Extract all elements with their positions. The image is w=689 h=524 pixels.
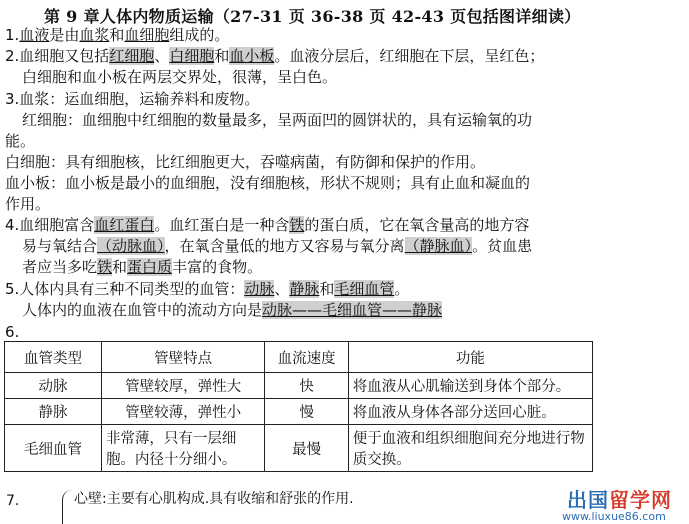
- paragraph-1: 1.血液是由血浆和血细胞组成的。: [5, 26, 230, 44]
- table-row: [5, 399, 593, 425]
- table-cell: 最慢: [265, 425, 348, 472]
- paragraph-4-line-2: 易与氧结合（动脉血），在氧含量低的地方又容易与氧分离（静脉血）。贫血患: [22, 237, 533, 255]
- table-cell: 动脉: [5, 373, 102, 399]
- paragraph-2-line-2: 白细胞和血小板在两层交界处，很薄，呈白色。: [22, 68, 338, 86]
- paragraph-6-number: 6.: [5, 323, 20, 341]
- table-header-row: [5, 342, 593, 373]
- table-header: 管壁特点: [101, 342, 264, 373]
- paragraph-5-line-1: 5.人体内具有三种不同类型的血管：动脉、静脉和毛细血管。: [5, 280, 410, 298]
- paragraph-3-line-2: 红细胞：血细胞中红细胞的数量最多，呈两面凹的圆饼状的，具有运输氧的功: [22, 111, 533, 129]
- paragraph-3-line-6: 作用。: [5, 195, 51, 213]
- table-row: [5, 425, 593, 472]
- brace-mark: [62, 490, 73, 524]
- table-cell: 将血液从心肌输送到身体个部分。: [348, 373, 592, 399]
- table-cell: 非常薄，只有一层细胞。内径十分细小。: [101, 425, 264, 472]
- table-cell: 快: [265, 373, 348, 399]
- table-cell: 管壁较厚，弹性大: [101, 373, 264, 399]
- paragraph-7-number: 7.: [6, 493, 20, 509]
- watermark-url: www.liuxue86.com: [562, 510, 666, 523]
- paragraph-3-line-4: 白细胞：具有细胞核，比红细胞更大，吞噬病菌，有防御和保护的作用。: [5, 153, 486, 171]
- blood-vessel-table: [4, 341, 593, 472]
- paragraph-4-line-1: 4.血细胞富含血红蛋白。血红蛋白是一种含铁的蛋白质，它在氧含量高的地方容: [5, 216, 530, 234]
- table-cell: 慢: [265, 399, 348, 425]
- table-cell: 毛细血管: [5, 425, 102, 472]
- paragraph-3-line-3: 能。: [5, 132, 36, 150]
- table-cell: 将血液从身体各部分送回心脏。: [348, 399, 592, 425]
- paragraph-4-line-3: 者应当多吃铁和蛋白质丰富的食物。: [22, 258, 263, 276]
- paragraph-7-text: 心壁:主要有心肌构成.具有收缩和舒张的作用.: [74, 491, 354, 507]
- table-header: 功能: [348, 342, 592, 373]
- paragraph-2-line-1: 2.血细胞又包括红细胞、白细胞和血小板。血液分层后，红细胞在下层，呈红色；: [5, 47, 545, 65]
- paragraph-5-line-2: 人体内的血液在血管中的流动方向是动脉——毛细血管——静脉: [22, 301, 443, 319]
- paragraph-3-line-1: 3.血浆：运血细胞，运输养料和废物。: [5, 90, 260, 108]
- table-row: [5, 373, 593, 399]
- paragraph-3-line-5: 血小板：血小板是最小的血细胞，没有细胞核，形状不规则；具有止血和凝血的: [5, 174, 531, 192]
- table-header: 血管类型: [5, 342, 102, 373]
- table-cell: 便于血液和组织细胞间充分地进行物质交换。: [348, 425, 592, 472]
- chapter-title: 第 9 章人体内物质运输（27-31 页 36-38 页 42-43 页包括图详细读）: [44, 7, 581, 26]
- watermark-logo: 出国留学网: [567, 488, 672, 512]
- table-cell: 管壁较薄，弹性小: [101, 399, 264, 425]
- table-cell: 静脉: [5, 399, 102, 425]
- table-header: 血流速度: [265, 342, 348, 373]
